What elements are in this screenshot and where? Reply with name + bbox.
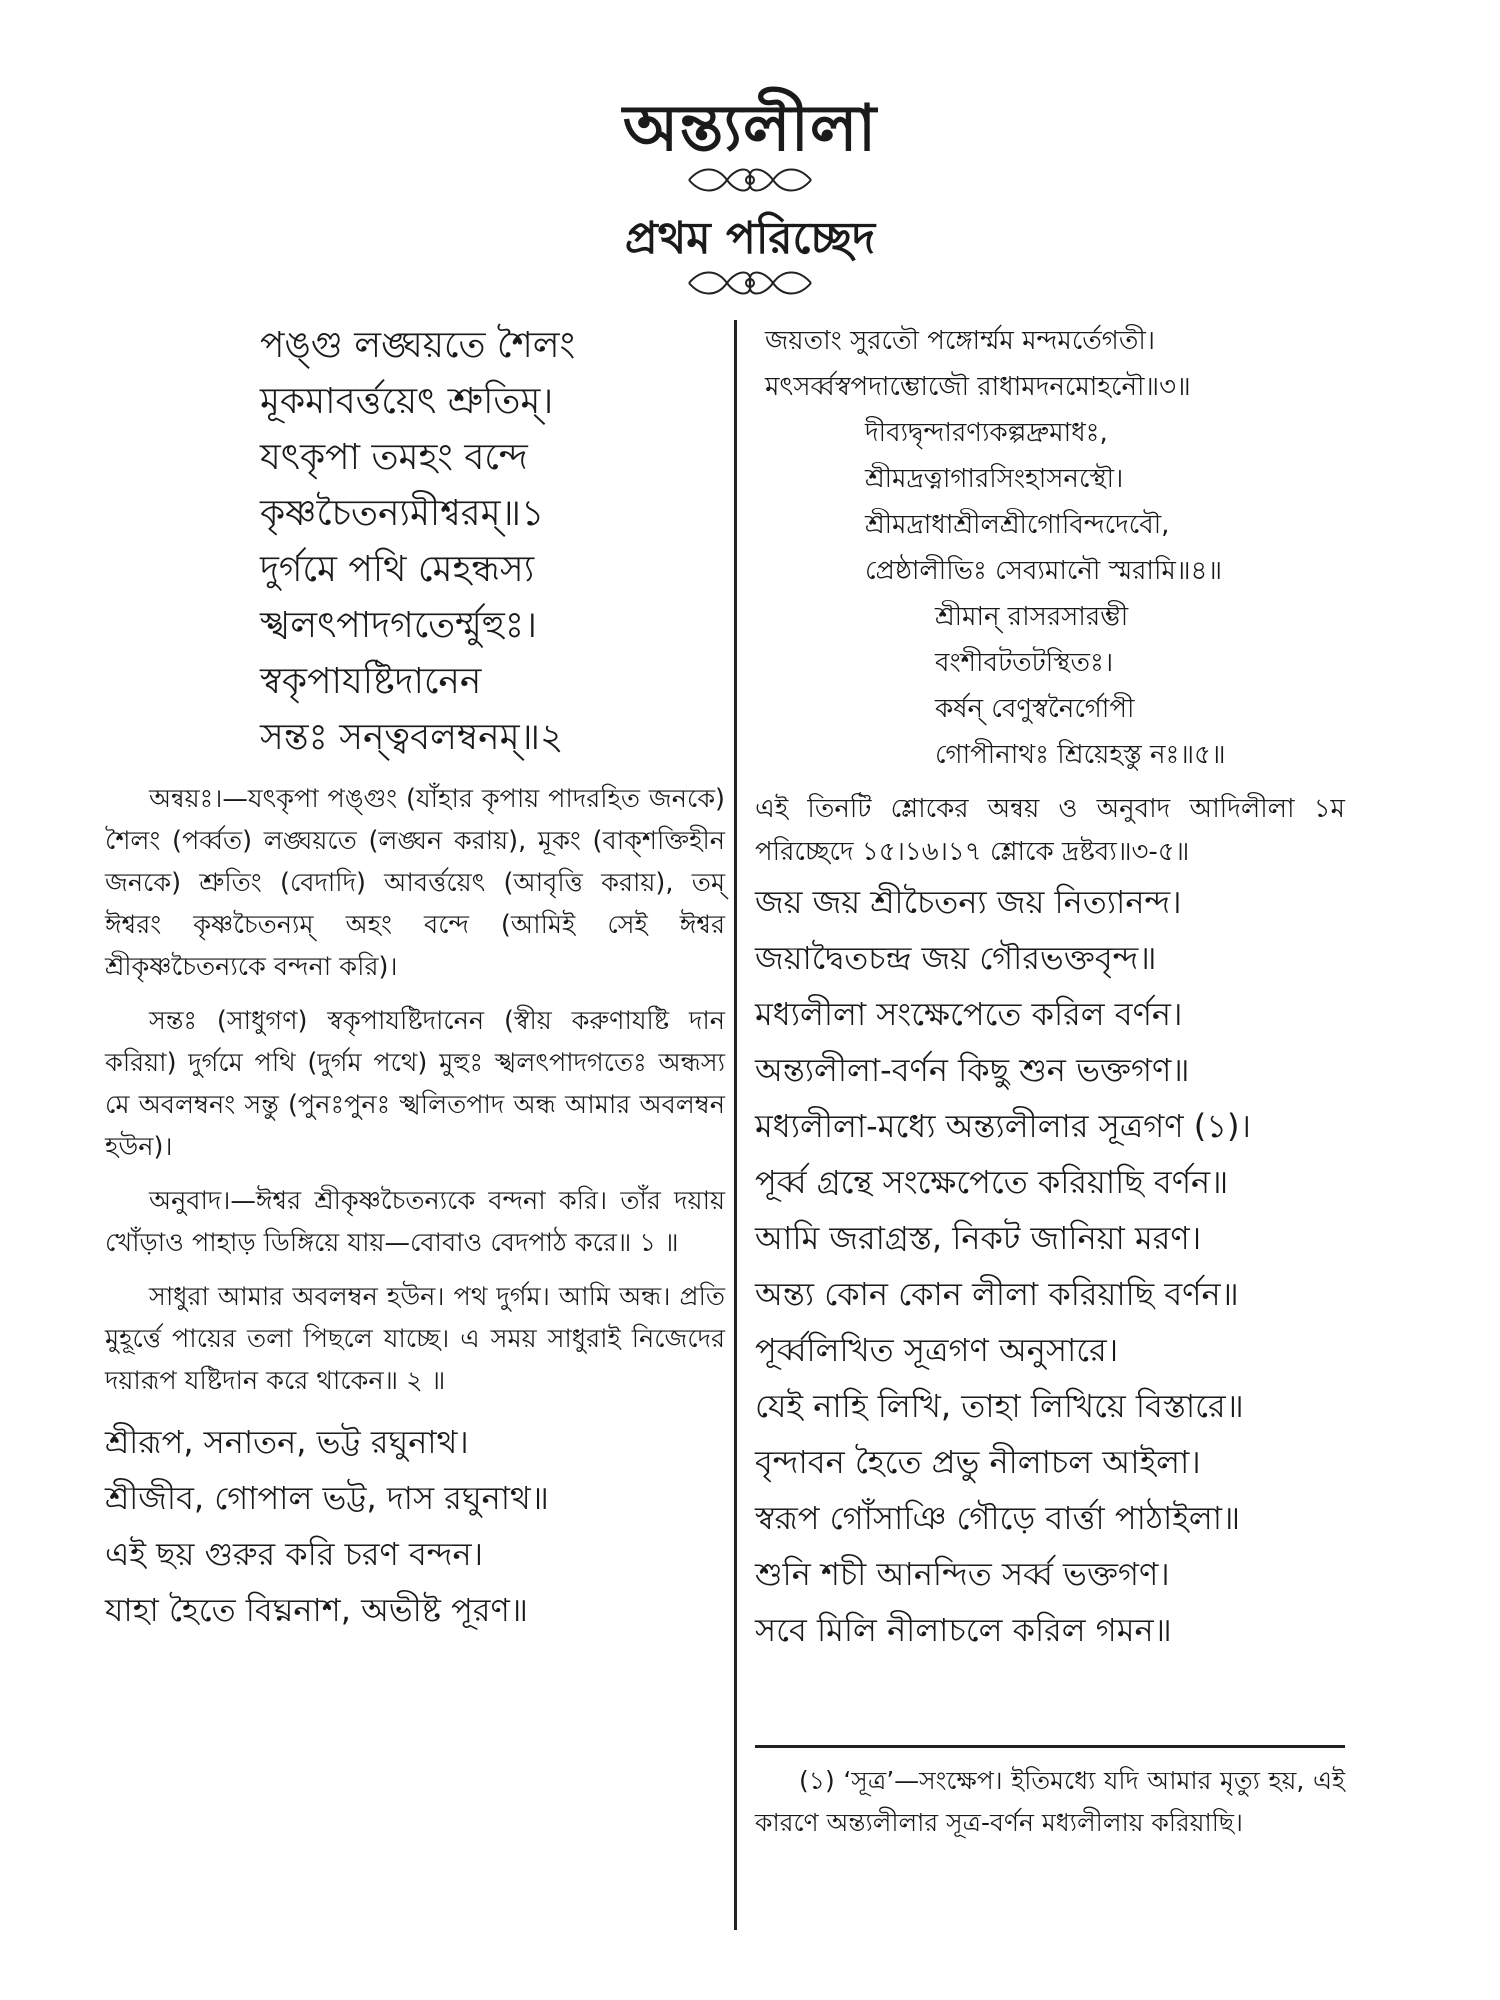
sloka-line: শ্রীমদ্রাধাশ্রীলশ্রীগোবিন্দদেবৌ, — [865, 510, 1170, 540]
verse-line: মধ্যলীলা-মধ্যে অন্ত্যলীলার সূত্রগণ (১)। — [755, 1107, 1251, 1145]
verse-line: জয় জয় শ্রীচৈতন্য জয় নিত্যানন্দ। — [755, 883, 1182, 921]
translation-paragraph: অনুবাদ।—ঈশ্বর শ্রীকৃষ্ণচৈতন্যকে বন্দনা করি। তাঁর দয়ায় খোঁড়াও পাহাড় ডিঙ্গিয়ে যায়—বোবাও বেদপাঠ করে॥ ১ ॥ — [105, 1186, 725, 1258]
sloka-line: দুর্গমে পথি মেহন্ধস্য — [260, 549, 535, 590]
verse-line: অন্ত্য কোন কোন লীলা করিয়াছি বর্ণন॥ — [755, 1275, 1239, 1313]
anvaya-paragraph: অন্বয়ঃ।—যৎকৃপা পঙ্গুং (যাঁহার কৃপায় পাদরহিত জনকে) শৈলং (পর্ব্বত) লঙ্ঘয়তে (লঙ্ঘন করায়), মূকং (বাক্‌শক্তিহীন জনকে) শ্রুতিং (বেদাদি) আবর্ত্তয়েৎ (আবৃত্তি করায়), তম্ ঈশ্বরং কৃষ্ণচৈতন্যম্ অহং বন্দে (আমিই সেই ঈশ্বর শ্রীকৃষ্ণচৈতন্যকে বন্দনা করি)। — [105, 784, 725, 982]
verse-line: পূর্ব্ব গ্রন্থে সংক্ষেপেতে করিয়াছি বর্ণন॥ — [755, 1163, 1229, 1201]
verse-line: যাহা হৈতে বিঘ্ননাশ, অভীষ্ট পূরণ॥ — [105, 1591, 528, 1629]
sloka-line: বংশীবটতটস্থিতঃ। — [935, 648, 1114, 678]
verse-line: শুনি শচী আনন্দিত সর্ব্ব ভক্তগণ। — [755, 1555, 1170, 1593]
verse-line: শ্রীরূপ, সনাতন, ভট্ট রঘুনাথ। — [105, 1423, 469, 1461]
sloka-line: দীব্যদ্বৃন্দারণ্যকল্পদ্রুমাধঃ, — [865, 418, 1108, 448]
sloka-line: মূকমাবর্ত্তয়েৎ শ্রুতিম্। — [260, 381, 554, 422]
column-divider — [734, 320, 737, 1930]
footnote: (১) ‘সূত্র’—সংক্ষেপ। ইতিমধ্যে যদি আমার মৃত্যু হয়, এই কারণে অন্ত্যলীলার সূত্র-বর্ণন মধ্যলীলায় করিয়াছি। — [755, 1766, 1345, 1837]
left-column — [105, 318, 725, 1638]
verse-line: এই ছয় গুরুর করি চরণ বন্দন। — [105, 1535, 484, 1573]
anvaya-paragraph: সন্তঃ (সাধুগণ) স্বকৃপাযষ্টিদানেন (স্বীয় করুণাযষ্টি দান করিয়া) দুর্গমে পথি (দুর্গম পথে) মুহুঃ স্খলৎপাদগতেঃ অন্ধস্য মে অবলম্বনং সন্তু (পুনঃপুনঃ স্খলিতপাদ অন্ধ আমার অবলম্বন হউন)। — [105, 1006, 725, 1162]
chapter-title: অন্ত্যলীলা — [622, 92, 878, 166]
footnote-rule — [755, 1745, 1345, 1748]
chapter-subtitle: প্রথম পরিচ্ছেদ — [624, 213, 876, 264]
reference-note: এই তিনটি শ্লোকের অন্বয় ও অনুবাদ আদিলীলা ১ম পরিচ্ছেদে ১৫।১৬।১৭ শ্লোকে দ্রষ্টব্য॥৩-৫॥ — [755, 794, 1345, 867]
verse-line: মধ্যলীলা সংক্ষেপেতে করিল বর্ণন। — [755, 995, 1183, 1033]
verse-line: অন্ত্যলীলা-বর্ণন কিছু শুন ভক্তগণ॥ — [755, 1051, 1190, 1089]
sloka-line: কৃষ্ণচৈতন্যমীশ্বরম্॥১ — [260, 493, 545, 534]
ornament-flourish-icon — [681, 265, 819, 301]
sloka-line: শ্রীমান্ রাসরসারম্ভী — [935, 602, 1129, 632]
sloka-line: শ্রীমদ্রত্নাগারসিংহাসনস্থৌ। — [865, 464, 1124, 494]
sloka-line: যৎকৃপা তমহং বন্দে — [260, 437, 528, 478]
verse-line: সবে মিলি নীলাচলে করিল গমন॥ — [755, 1611, 1172, 1649]
sloka-line: সন্তঃ সন্ত্ববলম্বনম্॥২ — [260, 717, 564, 758]
sloka-line: পঙ্গু লঙ্ঘয়তে শৈলং — [260, 325, 576, 366]
verse-line: শ্রীজীব, গোপাল ভট্ট, দাস রঘুনাথ॥ — [105, 1479, 549, 1517]
sloka-line: মৎসর্ব্বস্বপদাম্ভোজৌ রাধামদনমোহনৌ॥৩॥ — [765, 372, 1191, 402]
sloka-line: গোপীনাথঃ শ্রিয়েহস্তু নঃ॥৫॥ — [935, 740, 1226, 770]
sloka-line: স্বকৃপাযষ্টিদানেন — [260, 661, 482, 702]
verse-line: জয়াদ্বৈতচন্দ্র জয় গৌরভক্তবৃন্দ॥ — [755, 939, 1157, 977]
verse-line: আমি জরাগ্রস্ত, নিকট জানিয়া মরণ। — [755, 1219, 1202, 1257]
sloka-1-2 — [260, 318, 725, 766]
verse-line: বৃন্দাবন হৈতে প্রভু নীলাচল আইলা। — [755, 1443, 1201, 1481]
sloka-line: জয়তাং সুরতৌ পঙ্গোর্ম্মম মন্দমর্তেগতী। — [765, 326, 1156, 356]
verse-line: যেই নাহি লিখি, তাহা লিখিয়ে বিস্তারে॥ — [755, 1387, 1244, 1425]
sloka-line: প্রেষ্ঠালীভিঃ সেব্যমানৌ স্মরামি॥৪॥ — [865, 556, 1223, 586]
right-column — [755, 318, 1345, 1658]
sloka-line: স্খলৎপাদগতের্ম্মুহুঃ। — [260, 605, 537, 646]
verse-line: স্বরূপ গোঁসাঞি গৌড়ে বার্ত্তা পাঠাইলা॥ — [755, 1499, 1241, 1537]
ornament-flourish-icon — [681, 162, 819, 198]
sloka-line: কর্ষন্ বেণুস্বনৈর্গোপী — [935, 694, 1135, 724]
verse-line: পূর্ব্বলিখিত সূত্রগণ অনুসারে। — [755, 1331, 1119, 1369]
translation-paragraph: সাধুরা আমার অবলম্বন হউন। পথ দুর্গম। আমি অন্ধ। প্রতি মুহূর্ত্তে পায়ের তলা পিছলে যাচ্ছে। এ সময় সাধুরাই নিজেদের দয়ারূপ যষ্টিদান করে থাকেন॥ ২ ॥ — [105, 1282, 725, 1396]
